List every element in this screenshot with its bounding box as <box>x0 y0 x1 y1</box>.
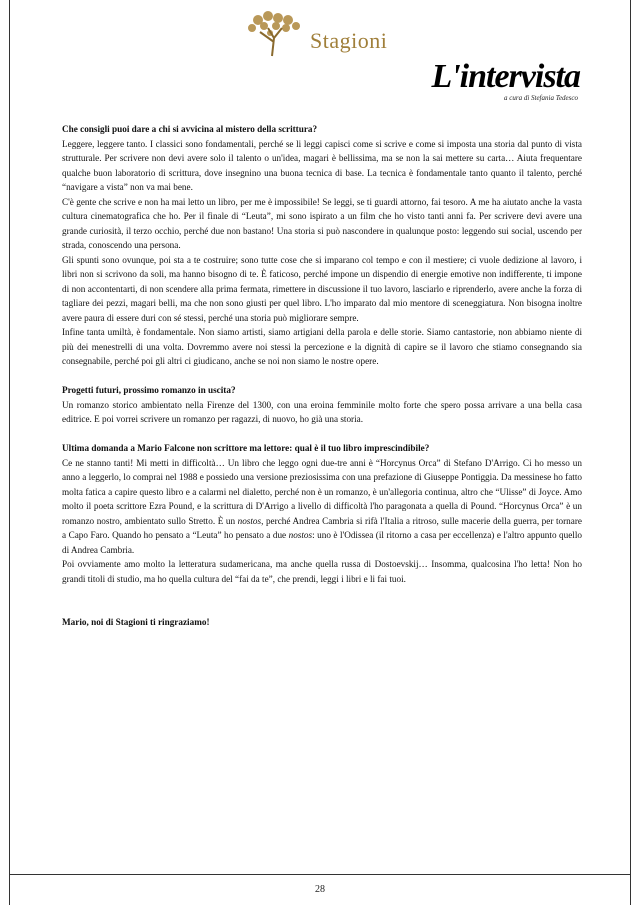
stagioni-logo <box>240 8 400 58</box>
page-number: 28 <box>315 884 325 895</box>
answer-1-paragraph-2: C'è gente che scrive e non ha mai letto un libro, per me è impossibile! Se leggi, se ti guardi attorno, fai tesoro. A me ha aiutato anche la vasta cultura cinematografica che ho. Per il finale di “Leuta”, mi sono ispirato a un film che ho visto tanti anni fa. Per scrivere devi avere una grande curiosità, il terzo occhio, perché due non bastano! Una storia si può nascondere in qualunque posto: leggendo sui social, uscendo per strada, conoscendo una persona. <box>62 196 582 250</box>
tree-logo-icon <box>240 8 320 58</box>
article-body <box>62 122 582 630</box>
nostos-italic-1: nostos <box>237 515 262 526</box>
question-2: Progetti futuri, prossimo romanzo in uscita? <box>62 385 236 395</box>
section-author: a cura di Stefania Tedesco <box>503 94 578 102</box>
nostos-italic-2: nostos <box>288 530 313 540</box>
answer-1-paragraph-1: Leggere, leggere tanto. I classici sono fondamentali, perché se li leggi capisci come si scrive e come si imposta una storia dal punto di vista strutturale. Per scrivere non devi avere solo il talento o un'idea, magari è bellissima, ma se non la sai mettere su carta… Aiuta frequentare qualche buon laboratorio di scrittura, dove insegnino una buona tecnica di base. La tecnica è fondamentale tanto quanto il talento, perché “navigare a vista” non va mai bene. <box>62 138 582 192</box>
page-border-bottom <box>9 874 631 875</box>
logo-text: Stagioni <box>310 28 388 53</box>
section-title: L'intervista <box>431 58 580 95</box>
question-1: Che consigli puoi dare a chi si avvicina al mistero della scrittura? <box>62 124 318 134</box>
answer-1-paragraph-3: Gli spunti sono ovunque, poi sta a te costruire; sono tutte cose che si imparano col tempo e con il mestiere; ci vuole dedizione al lavoro, i libri non si scrivono da soli, ma hanno bisogno di te. È faticoso, perché impone un dispendio di energie emotive non indifferente, ti impone di non accontentarti, di non scendere alla prima fermata, rimettere in discussione il tuo lavoro, lasciarlo e riprenderlo, avere anche la forza di tagliare dei pezzi, magari belli, ma che non sono giusti per quel libro. L'ho imparato dal mio mentore di sceneggiatura. Non bisogna inoltre avere paura di essere duri con sé stessi, perché una storia può migliorare sempre. <box>62 254 582 323</box>
page-border-left <box>9 0 10 905</box>
answer-3-paragraph-2: Poi ovviamente amo molto la letteratura sudamericana, ma anche quella russa di Dostoevskij… Insomma, qualcosina l'ho letta! Non ho grandi titoli di studio, ma ho quella cultura del “fai da te”, che prendi, leggi i libri e li fai tuoi. <box>62 559 582 584</box>
closing-line: Mario, noi di Stagioni ti ringraziamo! <box>62 617 210 627</box>
answer-1-paragraph-4: Infine tanta umiltà, è fondamentale. Non siamo artisti, siamo artigiani della parola e delle storie. Siamo cantastorie, non abbiamo niente di più dei menestrelli di una volta. Dovremmo avere noi stessi la percezione e la dignità di capire se il lavoro che stiamo consegnando sia consegnabile, perché poi gli altri ci giudicano, anche se noi non siamo le nostre opere. <box>62 327 582 366</box>
section-header <box>431 60 580 102</box>
answer-3-text-b: , perché Andrea Cambria si rifà l'Italia a ritroso, sulle macerie della guerra, per tornare a Capo Faro. Quando ho pensato a “Leuta” ho pensato a due <box>62 515 582 540</box>
answer-3-text-c: : uno è l'Odissea (il ritorno a casa per eccellenza) e l'altro appunto quello di Andrea Cambria. <box>62 530 582 555</box>
page-border-right <box>630 0 631 905</box>
answer-3-text-a: Ce ne stanno tanti! Mi metti in difficoltà… Un libro che leggo ogni due-tre anni è “Horcynus Orca” di Stefano D'Arrigo. Ci ho messo un anno a leggerlo, lo comprai nel 1988 e possiedo una versione preziosissima con una prefazione di Giuseppe Pontiggia. Da messinese ho fatto molta fatica a capire questo libro e a calarmi nel dialetto, perché non è un romanzo, è un'allegoria continua, altro che “Ulisse” di Joyce. Amo molto il poeta scrittore Ezra Pound, e la scrittura di D'Arrigo a livello di difficoltà l'ho paragonata a quella di Pound. “Horcynus Orca” è un romanzo nostro, ambientato sullo Stretto. È un <box>62 457 582 526</box>
question-3: Ultima domanda a Mario Falcone non scrittore ma lettore: qual è il tuo libro imprescindibile? <box>62 443 430 453</box>
answer-2: Un romanzo storico ambientato nella Firenze del 1300, con una eroina femminile molto forte che spero possa arrivare a una bella casa editrice. E poi vorrei scrivere un romanzo per ragazzi, di nuovo, ho già una storia. <box>62 399 582 424</box>
answer-3-paragraph-1 <box>62 456 582 558</box>
